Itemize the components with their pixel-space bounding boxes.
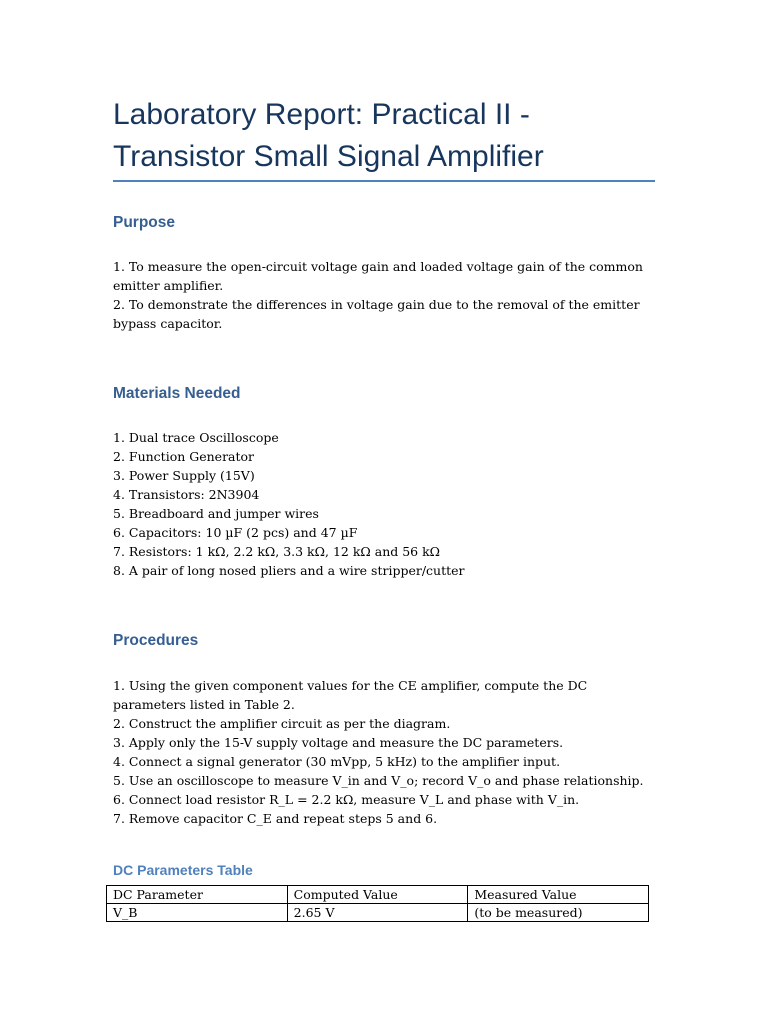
- list-item: 3. Power Supply (15V): [113, 468, 255, 483]
- dc-parameters-table: [106, 885, 649, 922]
- column-header: DC Parameter: [107, 886, 288, 904]
- materials-list: [113, 428, 658, 580]
- purpose-heading: Purpose: [113, 214, 176, 231]
- materials-heading: Materials Needed: [113, 385, 241, 402]
- table-cell: V_B: [107, 904, 288, 922]
- table-cell: 2.65 V: [287, 904, 468, 922]
- purpose-list: [113, 257, 658, 333]
- list-item: 1. Using the given component values for the CE amplifier, compute the DC parameters listed in Table 2.: [113, 678, 588, 712]
- table-cell: (to be measured): [468, 904, 649, 922]
- list-item: 2. To demonstrate the differences in voltage gain due to the removal of the emitter bypass capacitor.: [113, 297, 640, 331]
- list-item: 1. Dual trace Oscilloscope: [113, 430, 279, 445]
- procedures-heading: Procedures: [113, 632, 199, 649]
- list-item: 4. Transistors: 2N3904: [113, 487, 260, 502]
- list-item: 6. Capacitors: 10 µF (2 pcs) and 47 µF: [113, 525, 358, 540]
- list-item: 6. Connect load resistor R_L = 2.2 kΩ, measure V_L and phase with V_in.: [113, 792, 580, 807]
- list-item: 2. Construct the amplifier circuit as per the diagram.: [113, 716, 451, 731]
- list-item: 7. Remove capacitor C_E and repeat steps 5 and 6.: [113, 811, 438, 826]
- procedures-list: [113, 676, 658, 828]
- list-item: 4. Connect a signal generator (30 mVpp, 5 kHz) to the amplifier input.: [113, 754, 561, 769]
- document-title: Laboratory Report: Practical II - Transistor Small Signal Amplifier: [113, 98, 544, 173]
- table-row: [107, 904, 649, 922]
- column-header: Computed Value: [287, 886, 468, 904]
- list-item: 7. Resistors: 1 kΩ, 2.2 kΩ, 3.3 kΩ, 12 kΩ and 56 kΩ: [113, 544, 441, 559]
- list-item: 3. Apply only the 15-V supply voltage and measure the DC parameters.: [113, 735, 564, 750]
- dc-table-heading: DC Parameters Table: [113, 862, 253, 878]
- column-header: Measured Value: [468, 886, 649, 904]
- list-item: 5. Use an oscilloscope to measure V_in and V_o; record V_o and phase relationship.: [113, 773, 644, 788]
- title-underline: [113, 180, 655, 182]
- list-item: 1. To measure the open-circuit voltage gain and loaded voltage gain of the common emitter amplifier.: [113, 259, 643, 293]
- list-item: 5. Breadboard and jumper wires: [113, 506, 319, 521]
- list-item: 2. Function Generator: [113, 449, 255, 464]
- list-item: 8. A pair of long nosed pliers and a wire stripper/cutter: [113, 563, 465, 578]
- table-header-row: [107, 886, 649, 904]
